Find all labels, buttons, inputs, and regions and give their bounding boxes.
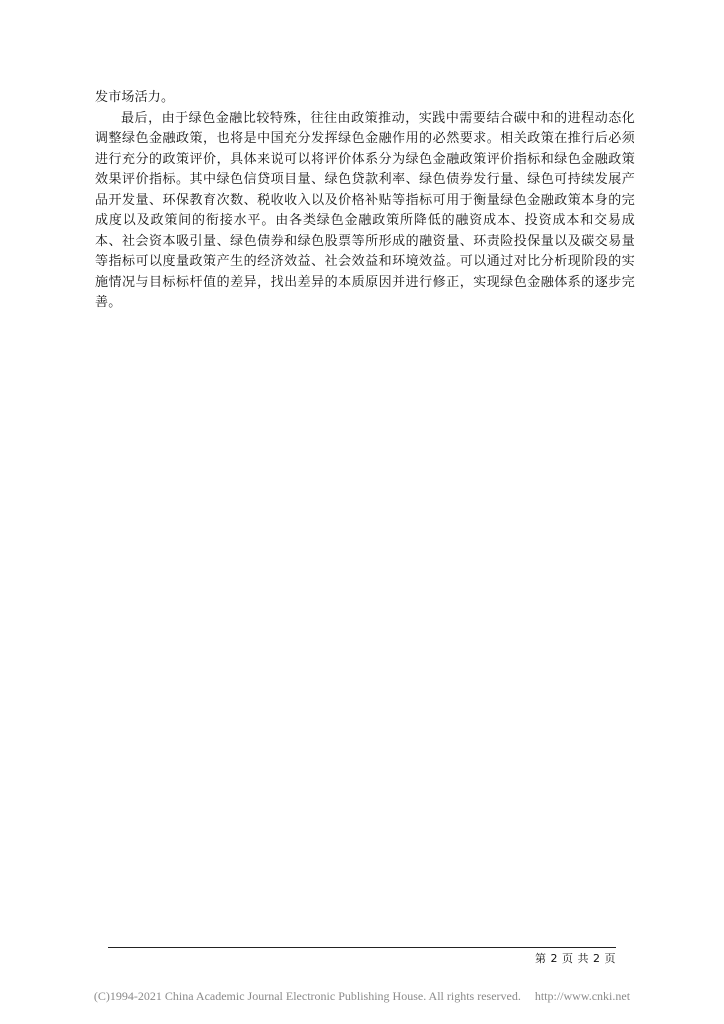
body-text xyxy=(95,88,635,314)
paragraph-continuation: 发市场活力。 xyxy=(95,90,175,105)
copyright-text: (C)1994-2021 China Academic Journal Electronic Publishing House. All rights reserved. xyxy=(93,989,521,1003)
footer-divider xyxy=(108,947,616,948)
copyright-notice xyxy=(0,989,724,1004)
copyright-url: http://www.cnki.net xyxy=(534,989,631,1003)
page-number: 第 2 页 共 2 页 xyxy=(535,952,616,965)
paragraph-conclusion: 最后，由于绿色金融比较特殊，往往由政策推动，实践中需要结合碳中和的进程动态化调整绿色金融政策，也将是中国充分发挥绿色金融作用的必然要求。相关政策在推行后必须进行充分的政策评价，具体来说可以将评价体系分为绿色金融政策评价指标和绿色金融政策效果评价指标。其中绿色信贷项目量、绿色贷款利率、绿色债券发行量、绿色可持续发展产品开发量、环保教育次数、税收收入以及价格补贴等指标可用于衡量绿色金融政策本身的完成度以及政策间的衔接水平。由各类绿色金融政策所降低的融资成本、投资成本和交易成本、社会资本吸引量、绿色债券和绿色股票等所形成的融资量、环责险投保量以及碳交易量等指标可以度量政策产生的经济效益、社会效益和环境效益。可以通过对比分析现阶段的实施情况与目标标杆值的差异，找出差异的本质原因并进行修正，实现绿色金融体系的逐步完善。 xyxy=(95,110,635,310)
